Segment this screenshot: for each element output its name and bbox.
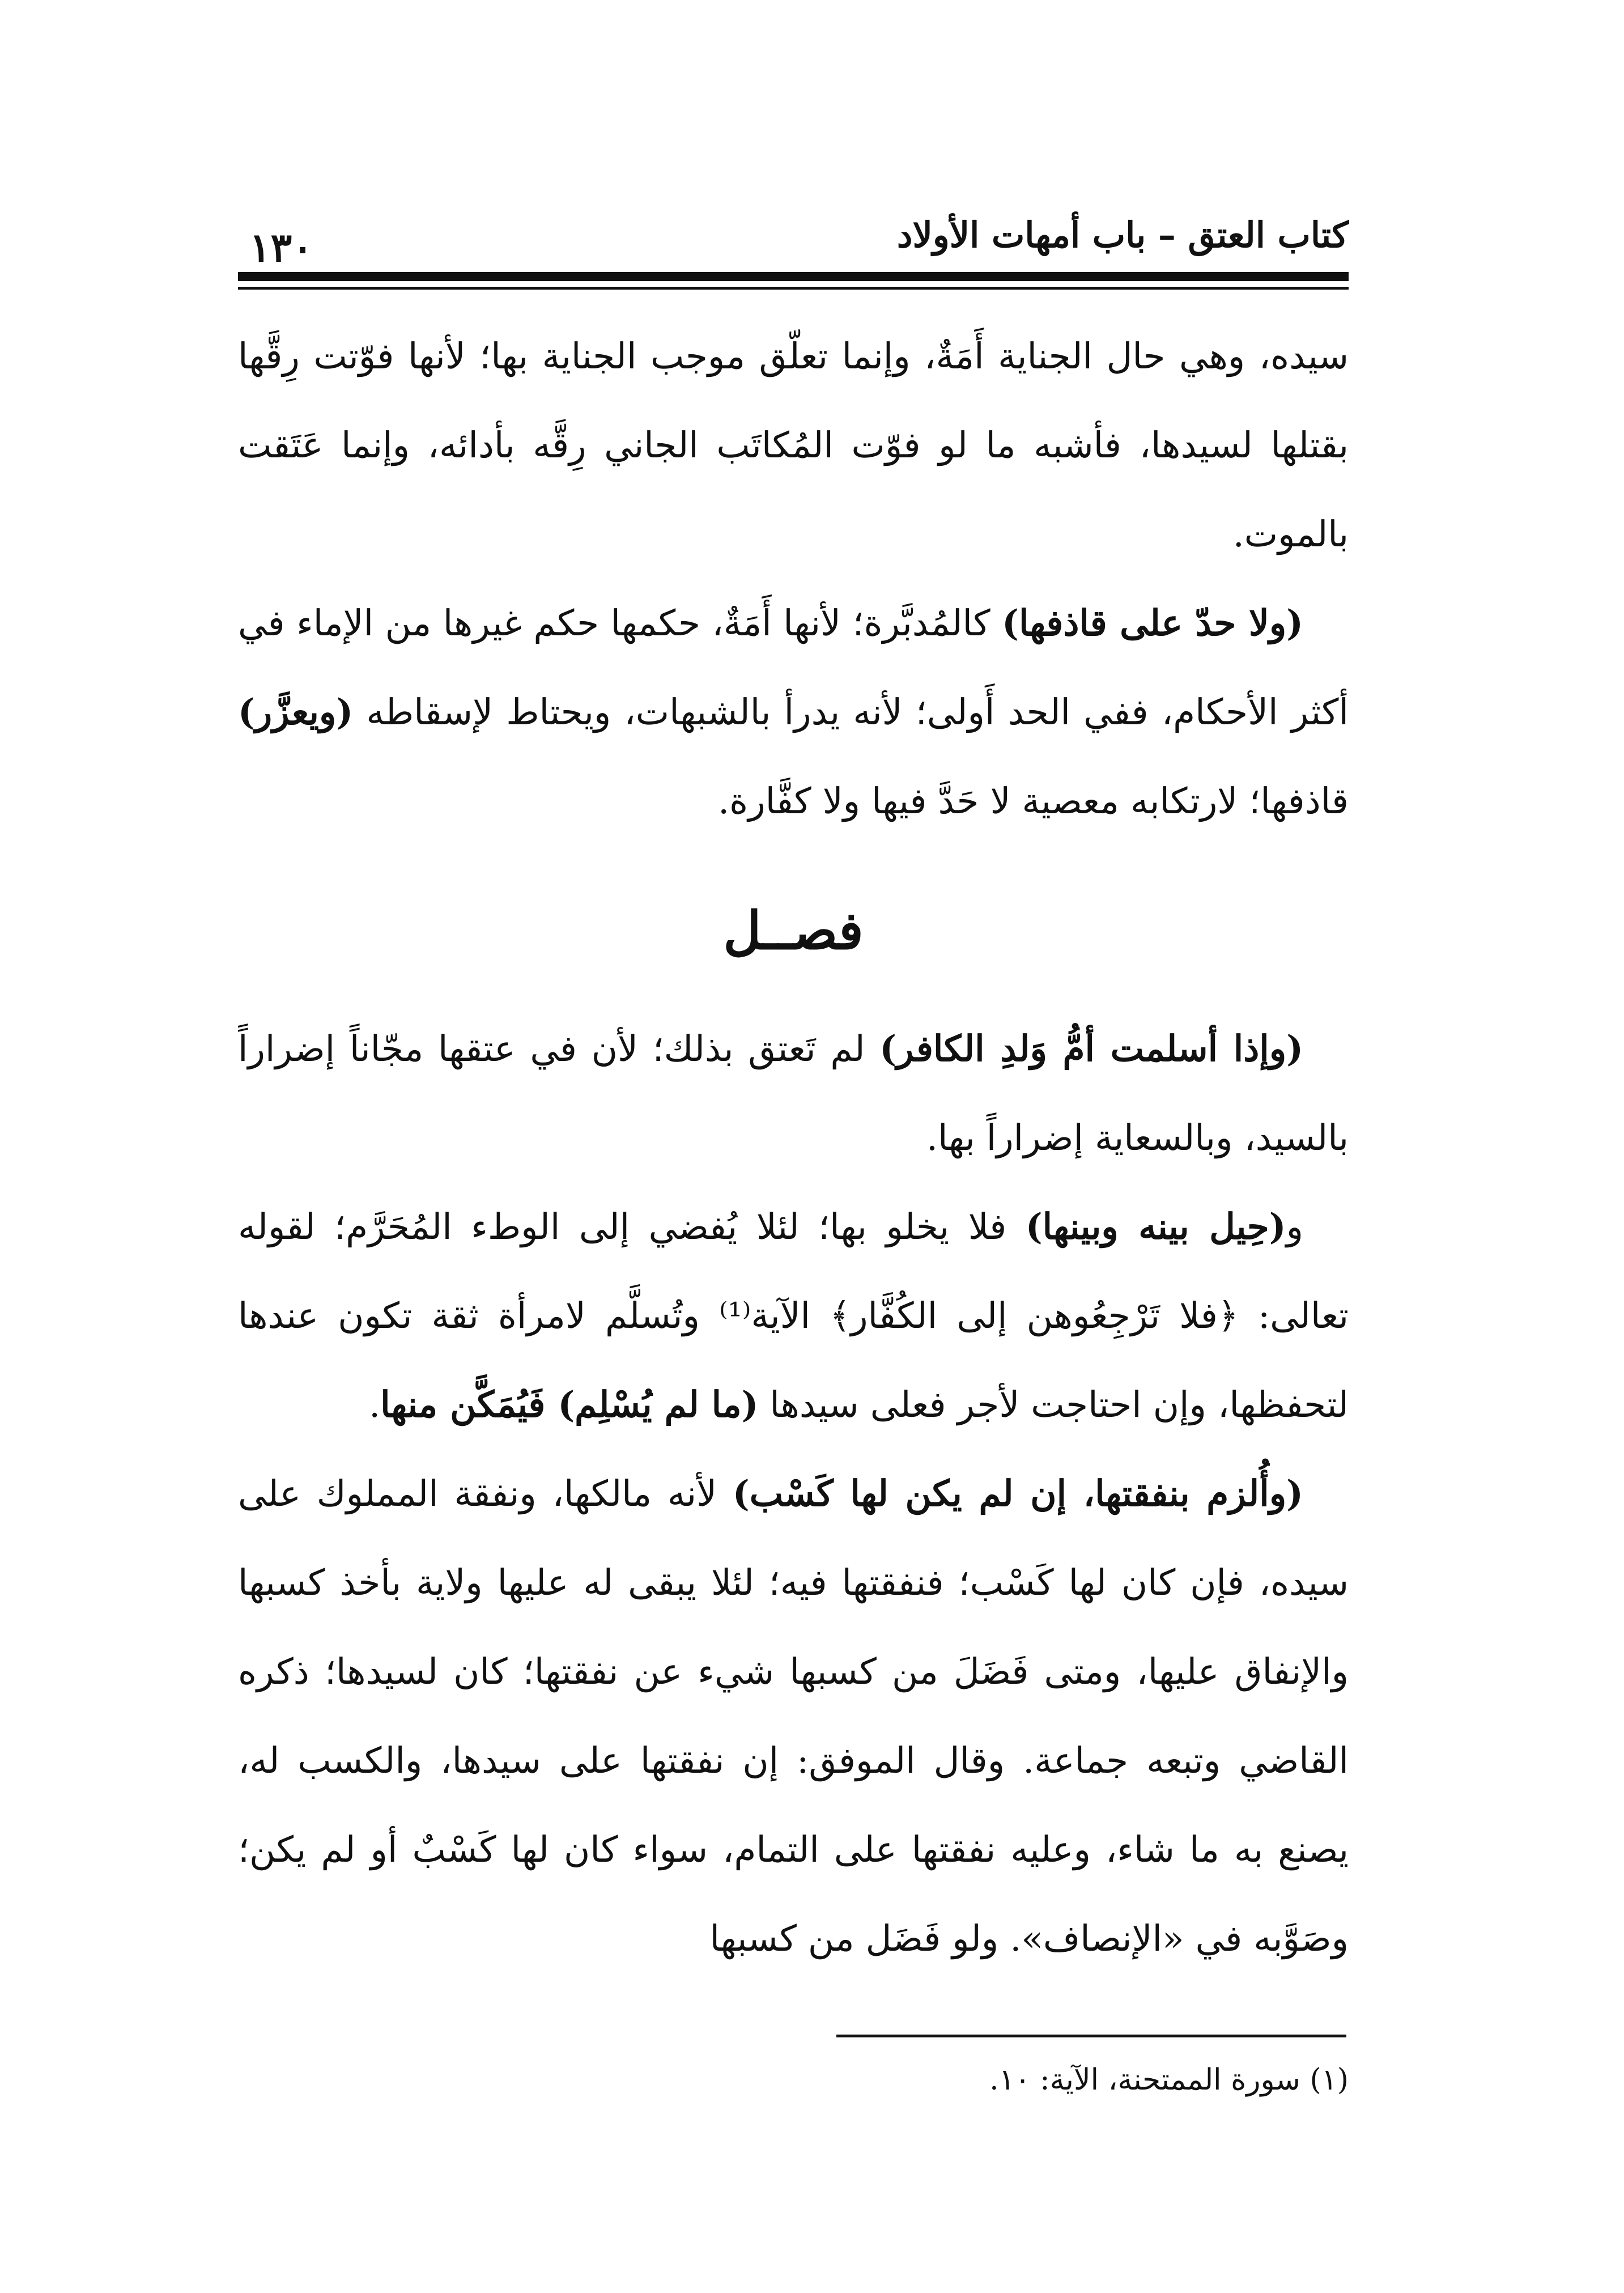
matn-bold: (ويعزَّر) bbox=[238, 691, 354, 733]
matn-bold: (حِيل بينه وبينها) bbox=[1025, 1205, 1286, 1247]
sharh-text: . bbox=[369, 1384, 381, 1425]
page-header bbox=[238, 207, 1349, 269]
sharh-text: قاذفها؛ لارتكابه معصية لا حَدَّ فيها ولا كفَّارة. bbox=[718, 780, 1349, 822]
header-rule-thin bbox=[238, 287, 1349, 290]
matn-bold: (ما لم يُسْلِم) فَيُمَكَّن منها bbox=[380, 1383, 759, 1425]
paragraph-1 bbox=[238, 312, 1349, 579]
page-number: ١٣٠ bbox=[249, 224, 313, 271]
section-heading: فصــل bbox=[723, 900, 864, 961]
paragraph-4 bbox=[238, 1182, 1349, 1449]
sharh-text: و bbox=[1286, 1206, 1303, 1247]
matn-bold: (وإذا أسلمت أمُّ وَلدِ الكافر) bbox=[879, 1027, 1304, 1069]
matn-bold: (ولا حدّ على قاذفها) bbox=[1002, 602, 1303, 644]
footnote-separator bbox=[836, 2035, 1346, 2037]
sharh-text: لم تَعتق بذلك؛ لأن في عتقها مجّاناً إضراراً بالسيد، وبالسعاية إضراراً بها. bbox=[238, 1028, 1349, 1158]
paragraph-3 bbox=[238, 1004, 1349, 1182]
paragraph-5 bbox=[238, 1449, 1349, 1983]
sharh-text: كالمُدبَّرة؛ لأنها أَمَةٌ، حكمها حكم غيرها من الإماء في أكثر الأحكام، ففي الحد أَولى؛ لأنه يدرأ بالشبهات، ويحتاط لإسقاطه bbox=[238, 602, 1349, 733]
sharh-text: لأنه مالكها، ونفقة المملوك على سيده، فإن كان لها كَسْب؛ فنفقتها فيه؛ لئلا يبقى له عليها ولاية بأخذ كسبها والإنفاق عليها، ومتى فَضَلَ من كسبها شيء عن نفقتها؛ كان لسيدها؛ ذكره القاضي وتبعه جماعة. وقال الموفق: إن نفقتها على سيدها، والكسب له، يصنع به ما شاء، وعليه نفقتها على التمام، سواء كان لها كَسْبٌ أو لم يكن؛ وصَوَّبه في «الإنصاف». ولو فَضَل من كسبها bbox=[238, 1473, 1349, 1959]
sharh-text: فلا يخلو بها؛ لئلا يُفضي إلى الوطء المُحَرَّم؛ لقوله تعالى: ﴿فلا تَرْجِعُوهن إلى الكُفَّار﴾ الآية⁽¹⁾ وتُسلَّم لامرأة ثقة تكون عندها لتحفظها، وإن احتاجت لأجر فعلى سيدها bbox=[238, 1206, 1349, 1425]
header-rule-thick bbox=[238, 272, 1349, 281]
main-text bbox=[238, 312, 1349, 2046]
paragraph-1-text: سيده، وهي حال الجناية أَمَةٌ، وإنما تعلّق موجب الجناية بها؛ لأنها فوّتت رِقَّها بقتلها لسيدها، فأشبه ما لو فوّت المُكاتَب الجاني رِقَّه بأدائه، وإنما عَتَقت بالموت. bbox=[238, 336, 1349, 555]
paragraph-2 bbox=[238, 579, 1349, 846]
footnote: (١) سورة الممتحنة، الآية: ١٠. bbox=[989, 2063, 1349, 2097]
running-title: كتاب العتق – باب أمهات الأولاد bbox=[896, 214, 1349, 256]
matn-bold: (وأُلزم بنفقتها، إن لم يكن لها كَسْب) bbox=[732, 1472, 1303, 1514]
